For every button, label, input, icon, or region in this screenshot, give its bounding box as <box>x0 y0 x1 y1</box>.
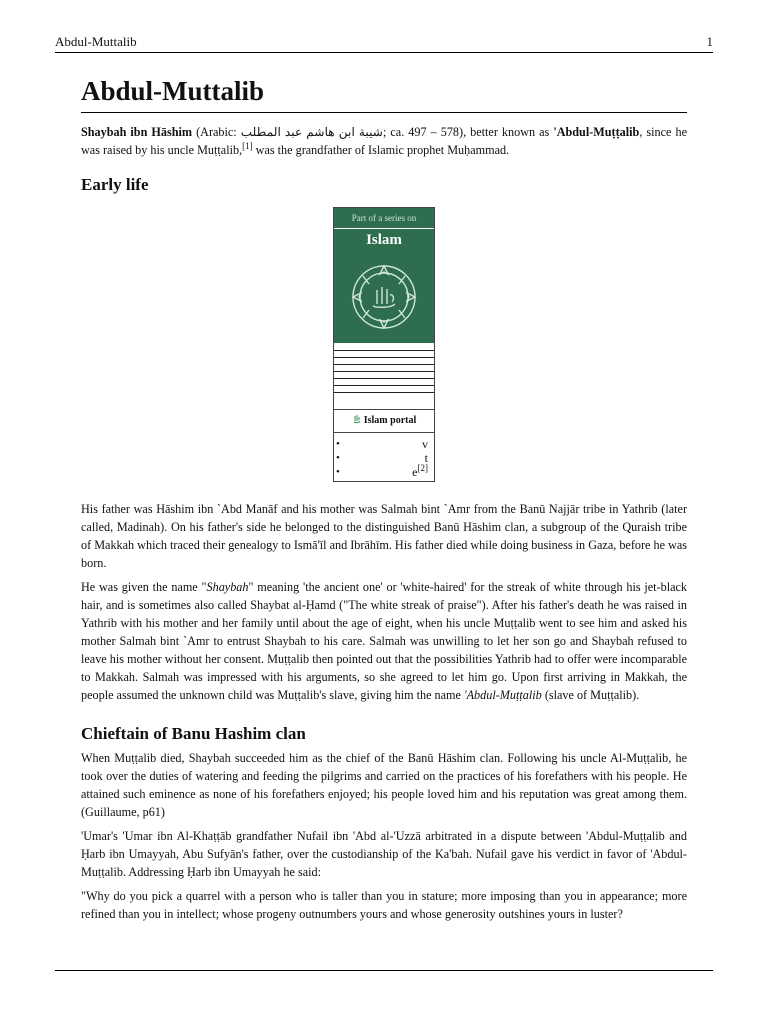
chieftain-paragraph-1: When Muṭṭalib died, Shaybah succeeded him as the chief of the Banū Hāshim clan. Following his uncle Al-Muṭṭalib, he took over the duties of watering and feeding the pilgrims and carried on the practices of his forefathers with his people. He attained such eminence as none of his forefathers enjoyed; his people loved him and his reputation was great among them. (Guillaume, p61) <box>81 751 687 819</box>
lead-arabic-text: شيبة ابن هاشم عبد المطلب <box>240 125 383 139</box>
lead-rest: , since he was raised by his uncle Muṭṭalib, <box>81 125 687 157</box>
bullet-icon: • <box>336 466 340 478</box>
lead-end: was the grandfather of Islamic prophet Muḥammad. <box>252 143 510 157</box>
ref-2-link[interactable]: [2] <box>417 463 428 473</box>
infobox-row <box>334 344 434 351</box>
header-rule <box>55 52 713 53</box>
infobox-title[interactable]: Islam <box>334 229 434 251</box>
running-head-title: Abdul-Muttalib <box>55 34 137 49</box>
chieftain-paragraph-2: 'Umar's 'Umar ibn Al-Khaṭṭāb grandfather Nufail ibn 'Abd al-'Uzzā arbitrated in a dispute between 'Abdul-Muṭṭalib and Ḥarb ibn Umayyah, Abu Sufyān's father, over the custodianship of the Ka'bah. Nufail gave his verdict in favor of 'Abdul-Muṭṭalib. Addressing Ḥarb ibn Umayyah he said: <box>81 829 687 879</box>
ref-1-link[interactable]: [1] <box>242 141 253 151</box>
infobox-row <box>334 358 434 365</box>
lead-arabic-label: (Arabic: <box>192 125 241 139</box>
list-item <box>336 451 428 465</box>
list-item <box>336 437 428 451</box>
chieftain-paragraph-3: "Why do you pick a quarrel with a person who is taller than you in stature; more imposing than you in appearance; more refined than you in intellect; whose progeny outnumbers yours and whose generosity outshines yours in luster? <box>81 889 687 921</box>
bullet-icon: • <box>336 438 340 450</box>
infobox-topic-rows <box>334 344 434 393</box>
page-number: 1 <box>706 34 713 49</box>
view-link[interactable]: v <box>422 437 428 451</box>
infobox-row <box>334 372 434 379</box>
allah-calligraphy-icon <box>334 251 434 344</box>
p2-slave-name: 'Abdul-Muṭṭalib <box>464 688 542 702</box>
running-head <box>55 34 713 50</box>
islam-infobox <box>333 207 435 482</box>
p2-mid: " meaning 'the ancient one' or 'white-haired' for the streak of white through his jet-black hair, and is sometimes also called Shaybat al-Ḥamd ("The white streak of praise"). After his father's death he was raised in Yathrib with his mother and her family until about the age of eight, when his uncle Muṭṭalib went to see him and asked his mother Salmah bint `Amr to entrust Shaybah to his care. Salmah was unwilling to let her son go and Shaybah refused to leave his mother without her consent. Muṭṭalib then pointed out that the possibilities Yathrib had to offer were incomparable to Makkah. Salmah was impressed with his arguments, so she agreed to let him go. Upon first arriving in Makkah, the people assumed the unknown child was Muṭṭalib's slave, giving him the name <box>81 580 687 702</box>
infobox-nav-links <box>334 433 434 481</box>
p2-shaybah: Shaybah <box>206 580 249 594</box>
lead-dates: ; ca. 497 – 578), better known as <box>382 125 554 139</box>
p2-start: He was given the name " <box>81 580 207 594</box>
infobox-series-label: Part of a series on <box>334 208 434 229</box>
lead-name: Shaybah ibn Hāshim <box>81 125 193 139</box>
list-item <box>336 465 428 479</box>
infobox-row <box>334 351 434 358</box>
lead-paragraph <box>81 123 687 159</box>
lead-known-as: 'Abdul-Muṭṭalib <box>553 125 640 139</box>
heading-chieftain: Chieftain of Banu Hashim clan <box>81 724 306 743</box>
portal-icon <box>352 411 362 421</box>
footer-rule <box>55 970 713 971</box>
infobox-row <box>334 386 434 393</box>
early-life-paragraph-1: His father was Hāshim ibn `Abd Manāf and his mother was Salmah bint `Amr from the Banū Najjār tribe in Yathrib (later called, Madinah). On his father's side he belonged to the distinguished Banū Hāshim clan, a subgroup of the Quraish tribe of Makkah which traced their genealogy to Ismā'īl and Ibrāhīm. His father died while doing business in Gaza, before he was born. <box>81 502 687 570</box>
early-life-paragraph-2 <box>81 578 687 704</box>
article-body <box>81 74 687 929</box>
edit-link[interactable]: e <box>412 465 418 479</box>
portal-label: Islam portal <box>363 415 417 426</box>
islam-portal-link[interactable] <box>334 409 434 433</box>
infobox-row <box>334 365 434 372</box>
infobox-row <box>334 379 434 386</box>
article-title: Abdul-Muttalib <box>81 74 687 113</box>
p2-end: (slave of Muṭṭalib). <box>541 688 640 702</box>
bullet-icon: • <box>336 452 340 464</box>
talk-link[interactable]: t <box>424 451 428 465</box>
heading-early-life: Early life <box>81 175 149 194</box>
